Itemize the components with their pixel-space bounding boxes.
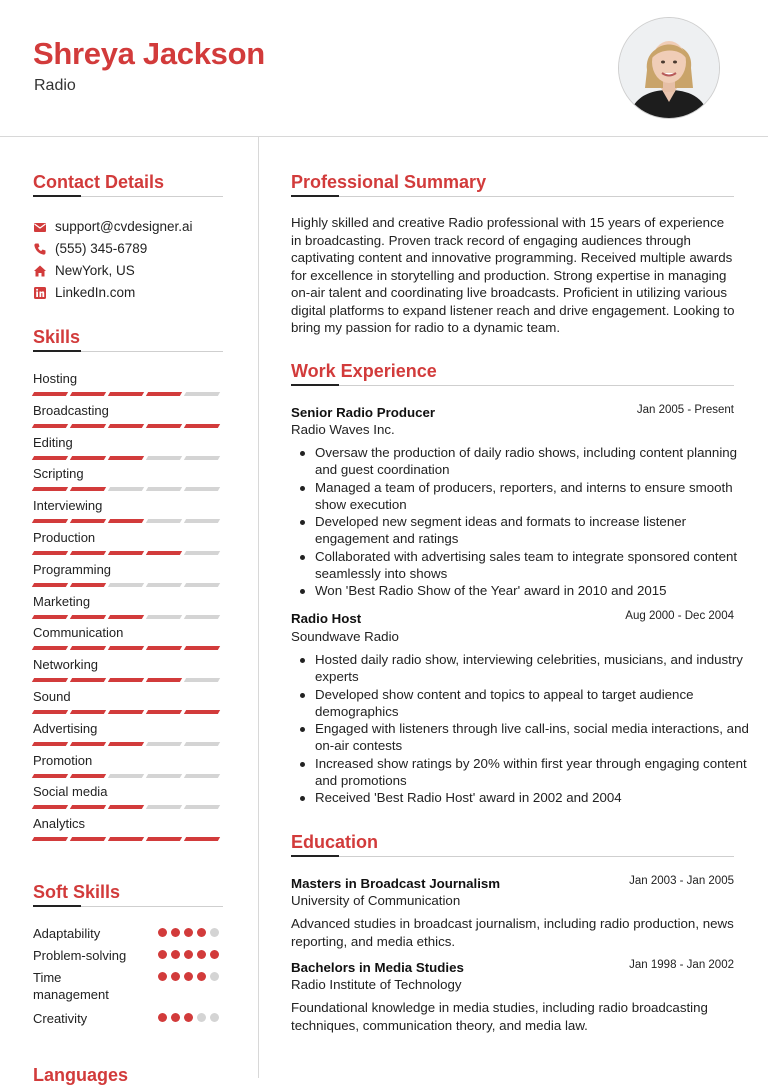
skill-level-segment (108, 392, 144, 396)
skill-level-segment (184, 646, 220, 650)
skill-level-bar (33, 392, 223, 396)
skill-label: Broadcasting (33, 403, 109, 418)
list-item: Increased show ratings by 20% within first year through engaging content and promotions (315, 755, 761, 790)
education-school: Radio Institute of Technology (291, 977, 462, 992)
skill-level-segment (184, 774, 220, 778)
skill-level-segment (108, 519, 144, 523)
skill-level-segment (70, 424, 106, 428)
job-company: Soundwave Radio (291, 629, 399, 644)
skill-level-segment (184, 551, 220, 555)
skill-level-segment (184, 392, 220, 396)
skill-level-bar (33, 805, 223, 809)
skill-level-segment (70, 837, 106, 841)
skill-level-segment (184, 583, 220, 587)
list-item: Hosted daily radio show, interviewing celebrities, musicians, and industry experts (315, 651, 761, 686)
skill-level-segment (108, 424, 144, 428)
skill-level-segment (70, 615, 106, 619)
skill-label: Communication (33, 625, 124, 640)
skill-level-segment (108, 742, 144, 746)
skill-level-segment (108, 551, 144, 555)
skill-level-bar (33, 583, 223, 587)
summary-section-rule (291, 196, 734, 197)
education-degree: Bachelors in Media Studies (291, 960, 464, 975)
skill-level-segment (70, 742, 106, 746)
education-school: University of Communication (291, 893, 461, 908)
rating-dot (197, 950, 206, 959)
contact-location (33, 263, 135, 278)
list-item: Engaged with listeners through live call-ins, social media interactions, and on-air contests (315, 720, 761, 755)
skill-level-segment (32, 805, 68, 809)
rating-dot (184, 928, 193, 937)
skill-level-segment (32, 678, 68, 682)
skills-section-title: Skills (33, 327, 81, 347)
skill-level-segment (146, 615, 182, 619)
summary-section-title: Professional Summary (291, 172, 487, 192)
rating-dot (184, 1013, 193, 1022)
list-item: Developed show content and topics to appeal to target audience demographics (315, 686, 761, 721)
skill-level-bar (33, 837, 223, 841)
skill-level-segment (32, 710, 68, 714)
skill-label: Sound (33, 689, 71, 704)
skill-level-segment (32, 774, 68, 778)
skill-level-segment (146, 583, 182, 587)
education-date: Jan 2003 - Jan 2005 (629, 875, 734, 887)
rating-dot (171, 928, 180, 937)
skill-level-segment (146, 551, 182, 555)
skill-label: Interviewing (33, 498, 103, 513)
job-company: Radio Waves Inc. (291, 422, 395, 437)
skill-label: Marketing (33, 594, 91, 609)
job-date: Jan 2005 - Present (636, 404, 734, 416)
rating-dot (171, 1013, 180, 1022)
skill-level-bar (33, 424, 223, 428)
job-title: Radio Host (291, 611, 362, 626)
skill-level-segment (184, 710, 220, 714)
skill-label: Social media (33, 784, 108, 799)
profile-photo-icon (619, 18, 719, 118)
rating-dot (210, 928, 219, 937)
skill-level-segment (70, 646, 106, 650)
job-bullets (291, 651, 761, 807)
skill-level-segment (146, 487, 182, 491)
skill-level-segment (70, 805, 106, 809)
soft-skills-section-title: Soft Skills (33, 882, 121, 902)
skills-section-rule (33, 351, 223, 352)
skill-level-bar (33, 774, 223, 778)
job-title: Senior Radio Producer (291, 405, 436, 420)
candidate-name: Shreya Jackson (33, 36, 265, 71)
phone-icon (33, 242, 47, 256)
skill-label: Networking (33, 657, 99, 672)
education-degree: Masters in Broadcast Journalism (291, 876, 501, 891)
rating-dot (197, 972, 206, 981)
skill-level-segment (70, 487, 106, 491)
skill-label: Advertising (33, 721, 98, 736)
skill-level-segment (70, 678, 106, 682)
soft-skill-rating (158, 972, 223, 981)
skill-level-bar (33, 487, 223, 491)
skill-level-segment (108, 456, 144, 460)
rating-dot (171, 950, 180, 959)
contact-location-text: NewYork, US (55, 263, 135, 278)
skill-level-segment (146, 742, 182, 746)
skill-label: Hosting (33, 371, 78, 386)
experience-section-rule (291, 385, 734, 386)
skill-level-segment (32, 615, 68, 619)
soft-skills-section-rule (33, 906, 223, 907)
skill-level-segment (32, 646, 68, 650)
soft-skill-label: Adaptability (33, 926, 101, 941)
column-divider (258, 137, 259, 1078)
skill-level-bar (33, 646, 223, 650)
skill-label: Editing (33, 435, 73, 450)
contact-phone-text: (555) 345-6789 (55, 241, 148, 256)
list-item: Managed a team of producers, reporters, and interns to ensure smooth show execution (315, 479, 761, 514)
linkedin-icon (33, 286, 47, 300)
skill-level-bar (33, 742, 223, 746)
soft-skill-label: Time management (33, 970, 109, 1002)
experience-section-title: Work Experience (291, 361, 437, 381)
profile-photo (618, 17, 720, 119)
skill-level-segment (108, 583, 144, 587)
envelope-icon (33, 220, 47, 234)
list-item: Oversaw the production of daily radio shows, including content planning and guest coordination (315, 444, 761, 479)
skill-level-segment (70, 710, 106, 714)
skill-level-segment (184, 456, 220, 460)
education-section-rule (291, 856, 734, 857)
skill-level-segment (146, 710, 182, 714)
rating-dot (158, 928, 167, 937)
rating-dot (210, 950, 219, 959)
skill-level-bar (33, 519, 223, 523)
skill-level-segment (32, 583, 68, 587)
skill-level-segment (108, 837, 144, 841)
rating-dot (158, 1013, 167, 1022)
skill-level-segment (184, 837, 220, 841)
rating-dot (210, 972, 219, 981)
home-icon (33, 264, 47, 278)
skill-label: Scripting (33, 466, 84, 481)
skill-level-segment (32, 551, 68, 555)
skill-level-bar (33, 678, 223, 682)
skill-level-segment (146, 678, 182, 682)
education-description: Foundational knowledge in media studies, including radio broadcasting techniques, communication theory, and media law. (291, 1000, 708, 1033)
skill-level-segment (32, 742, 68, 746)
skill-level-bar (33, 710, 223, 714)
list-item: Received 'Best Radio Host' award in 2002 and 2004 (315, 789, 761, 806)
skill-level-segment (146, 805, 182, 809)
skill-level-segment (32, 519, 68, 523)
skill-level-segment (184, 615, 220, 619)
list-item: Won 'Best Radio Show of the Year' award in 2010 and 2015 (315, 582, 761, 599)
skill-level-segment (146, 837, 182, 841)
skill-level-segment (70, 551, 106, 555)
skill-level-segment (108, 487, 144, 491)
skill-level-bar (33, 551, 223, 555)
summary-text: Highly skilled and creative Radio professional with 15 years of experience in broadcasting. Proven track record of engaging audiences through captivating content and innovative programming. Received multiple awards for excellence in storytelling and production. Strong expertise in managing on-air talent and coordinating live broadcasts. Proficient in utilizing various digital platforms to expand listener reach and drive engagement. Looking to bring my passion for radio to a dynamic team. (291, 215, 735, 335)
rating-dot (171, 972, 180, 981)
skill-level-segment (70, 392, 106, 396)
education-description: Advanced studies in broadcast journalism, including radio production, news reporting, and media ethics. (291, 916, 734, 949)
skill-label: Analytics (33, 816, 86, 831)
soft-skill-rating (158, 1013, 223, 1022)
contact-phone[interactable] (33, 241, 147, 256)
contact-linkedin[interactable] (33, 285, 135, 300)
skill-label: Promotion (33, 753, 93, 768)
rating-dot (197, 928, 206, 937)
soft-skill-rating (158, 928, 223, 937)
contact-email-text: support@cvdesigner.ai (55, 219, 193, 234)
skill-level-segment (184, 742, 220, 746)
skill-level-segment (108, 774, 144, 778)
skill-level-segment (184, 805, 220, 809)
list-item: Developed new segment ideas and formats to increase listener engagement and ratings (315, 513, 761, 548)
rating-dot (184, 972, 193, 981)
skill-level-segment (108, 805, 144, 809)
skill-level-segment (70, 456, 106, 460)
rating-dot (158, 950, 167, 959)
skill-level-segment (184, 487, 220, 491)
soft-skill-rating (158, 950, 223, 959)
skill-level-segment (108, 710, 144, 714)
skill-label: Production (33, 530, 96, 545)
education-date: Jan 1998 - Jan 2002 (629, 959, 734, 971)
job-date: Aug 2000 - Dec 2004 (625, 610, 734, 622)
skill-level-segment (146, 392, 182, 396)
rating-dot (197, 1013, 206, 1022)
soft-skill-label: Problem-solving (33, 948, 127, 963)
list-item: Collaborated with advertising sales team to integrate sponsored content seamlessly into shows (315, 548, 761, 583)
skill-level-segment (70, 774, 106, 778)
skill-level-segment (32, 392, 68, 396)
skill-level-segment (184, 424, 220, 428)
rating-dot (158, 972, 167, 981)
skill-level-segment (32, 487, 68, 491)
contact-linkedin-text: LinkedIn.com (55, 285, 136, 300)
skill-level-segment (32, 424, 68, 428)
skill-level-bar (33, 456, 223, 460)
contact-section-rule (33, 196, 223, 197)
skill-level-segment (32, 837, 68, 841)
skill-level-segment (32, 456, 68, 460)
skill-level-segment (146, 646, 182, 650)
skill-level-bar (33, 615, 223, 619)
skill-label: Programming (33, 562, 112, 577)
skill-level-segment (146, 456, 182, 460)
skill-level-segment (184, 678, 220, 682)
candidate-role: Radio (34, 77, 76, 94)
skill-level-segment (146, 519, 182, 523)
rating-dot (210, 1013, 219, 1022)
skill-level-segment (108, 646, 144, 650)
contact-section-title: Contact Details (33, 172, 165, 192)
skill-level-segment (108, 615, 144, 619)
contact-email[interactable] (33, 219, 193, 234)
skill-level-segment (146, 774, 182, 778)
job-bullets (291, 444, 761, 600)
skill-level-segment (70, 519, 106, 523)
skill-level-segment (70, 583, 106, 587)
skill-level-segment (108, 678, 144, 682)
languages-section-title: Languages (33, 1065, 129, 1085)
soft-skill-label: Creativity (33, 1011, 88, 1026)
skill-level-segment (184, 519, 220, 523)
skill-level-segment (146, 424, 182, 428)
rating-dot (184, 950, 193, 959)
resume-header (0, 0, 768, 137)
education-section-title: Education (291, 832, 379, 852)
